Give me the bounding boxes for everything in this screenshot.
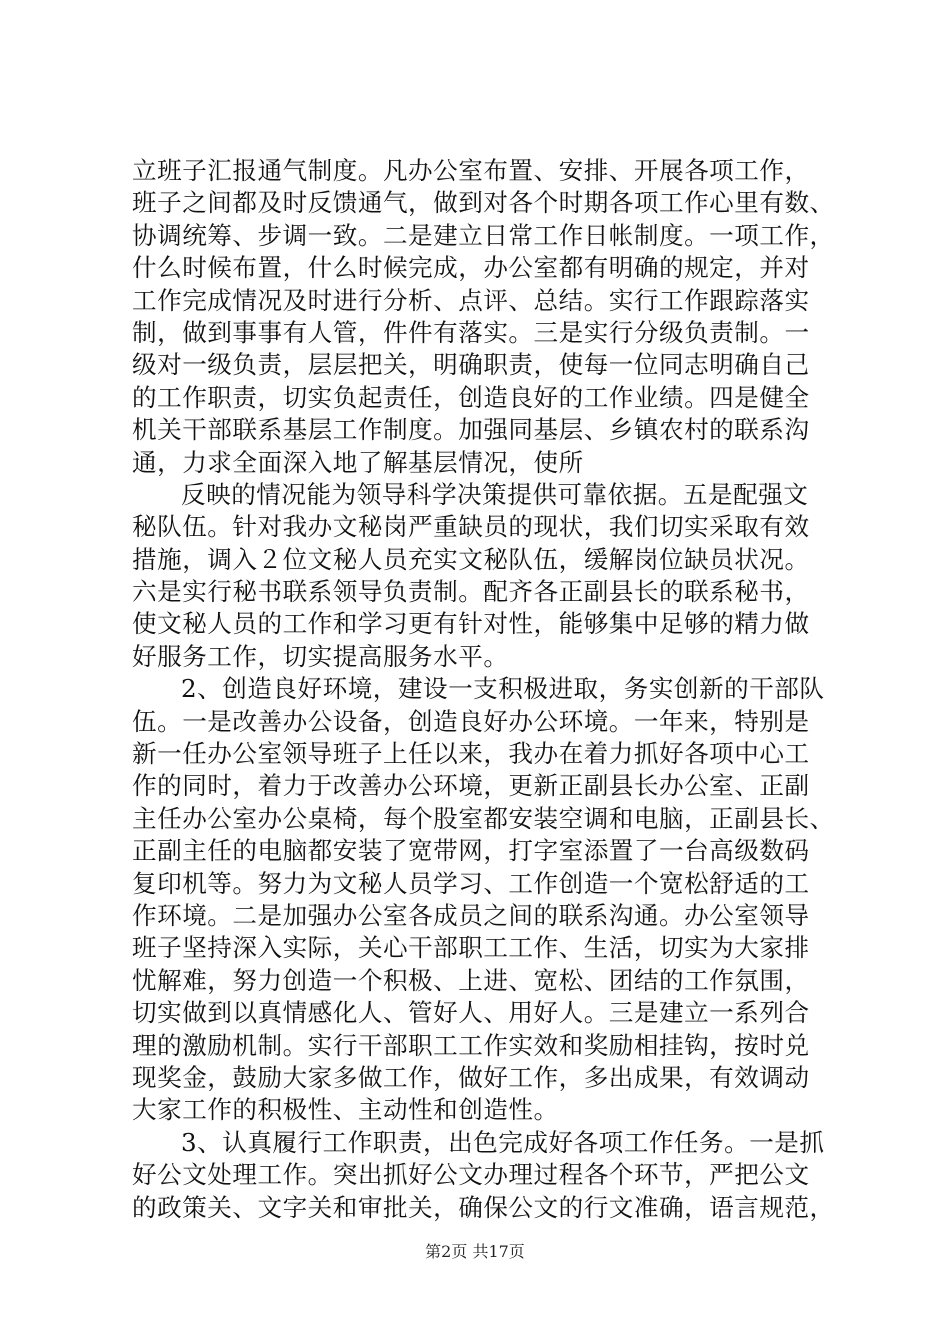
text-line: 作的同时，着力于改善办公环境，更新正副县长办公室、正副: [132, 771, 810, 801]
text-line: 的工作职责，切实负起责任，创造良好的工作业绩。四是健全: [132, 382, 810, 412]
text-line: 班子坚持深入实际，关心干部职工工作、生活，切实为大家排: [132, 933, 810, 963]
text-line: 的政策关、文字关和审批关，确保公文的行文准确，语言规范，: [132, 1192, 835, 1222]
text-line: 协调统筹、步调一致。二是建立日常工作日帐制度。一项工作，: [132, 220, 835, 250]
text-line: 工作完成情况及时进行分析、点评、总结。实行工作跟踪落实: [132, 285, 810, 315]
text-line: 机关干部联系基层工作制度。加强同基层、乡镇农村的联系沟: [132, 415, 810, 445]
text-line: 好公文处理工作。突出抓好公文办理过程各个环节，严把公文: [132, 1160, 810, 1190]
text-line: 好服务工作，切实提高服务水平。: [132, 641, 509, 671]
text-line: 措施，调入２位文秘人员充实文秘队伍，缓解岗位缺员状况。: [132, 544, 810, 574]
text-line: 正副主任的电脑都安装了宽带网，打字室添置了一台高级数码: [132, 836, 810, 866]
text-line: 切实做到以真情感化人、管好人、用好人。三是建立一系列合: [132, 998, 810, 1028]
text-line: 制，做到事事有人管，件件有落实。三是实行分级负责制。一: [132, 317, 810, 347]
text-line: 立班子汇报通气制度。凡办公室布置、安排、开展各项工作，: [132, 156, 810, 185]
text-line: 班子之间都及时反馈通气，做到对各个时期各项工作心里有数、: [132, 188, 835, 218]
text-line: 秘队伍。针对我办文秘岗严重缺员的现状，我们切实采取有效: [132, 512, 810, 542]
text-line: 忧解难，努力创造一个积极、上进、宽松、团结的工作氛围，: [132, 965, 810, 995]
paragraph-start-line: 反映的情况能为领导科学决策提供可靠依据。五是配强文: [181, 479, 809, 509]
page-footer: 第2页 共17页: [425, 1242, 525, 1261]
text-line: 主任办公室办公桌椅，每个股室都安装空调和电脑，正副县长、: [132, 803, 835, 833]
text-line: 新一任办公室领导班子上任以来，我办在着力抓好各项中心工: [132, 739, 810, 769]
text-line: 通，力求全面深入地了解基层情况，使所: [132, 447, 584, 477]
document-body: [132, 155, 835, 1224]
text-line: 什么时候布置，什么时候完成，办公室都有明确的规定，并对: [132, 253, 810, 283]
text-line: 复印机等。努力为文秘人员学习、工作创造一个宽松舒适的工: [132, 868, 810, 898]
text-line: 现奖金，鼓励大家多做工作，做好工作，多出成果，有效调动: [132, 1062, 810, 1092]
text-line: 伍。一是改善办公设备，创造良好办公环境。一年来，特别是: [132, 706, 810, 736]
text-line: 大家工作的积极性、主动性和创造性。: [132, 1095, 559, 1125]
text-line: 级对一级负责，层层把关，明确职责，使每一位同志明确自己: [132, 350, 810, 380]
text-line: 作环境。二是加强办公室各成员之间的联系沟通。办公室领导: [132, 900, 810, 930]
paragraph-start-line: 3、认真履行工作职责，出色完成好各项工作任务。一是抓: [181, 1127, 825, 1157]
text-line: 使文秘人员的工作和学习更有针对性，能够集中足够的精力做: [132, 609, 810, 639]
paragraph-start-line: 2、创造良好环境，建设一支积极进取，务实创新的干部队: [181, 674, 825, 704]
text-line: 理的激励机制。实行干部职工工作实效和奖励相挂钩，按时兑: [132, 1030, 810, 1060]
text-line: 六是实行秘书联系领导负责制。配齐各正副县长的联系秘书，: [132, 577, 810, 607]
